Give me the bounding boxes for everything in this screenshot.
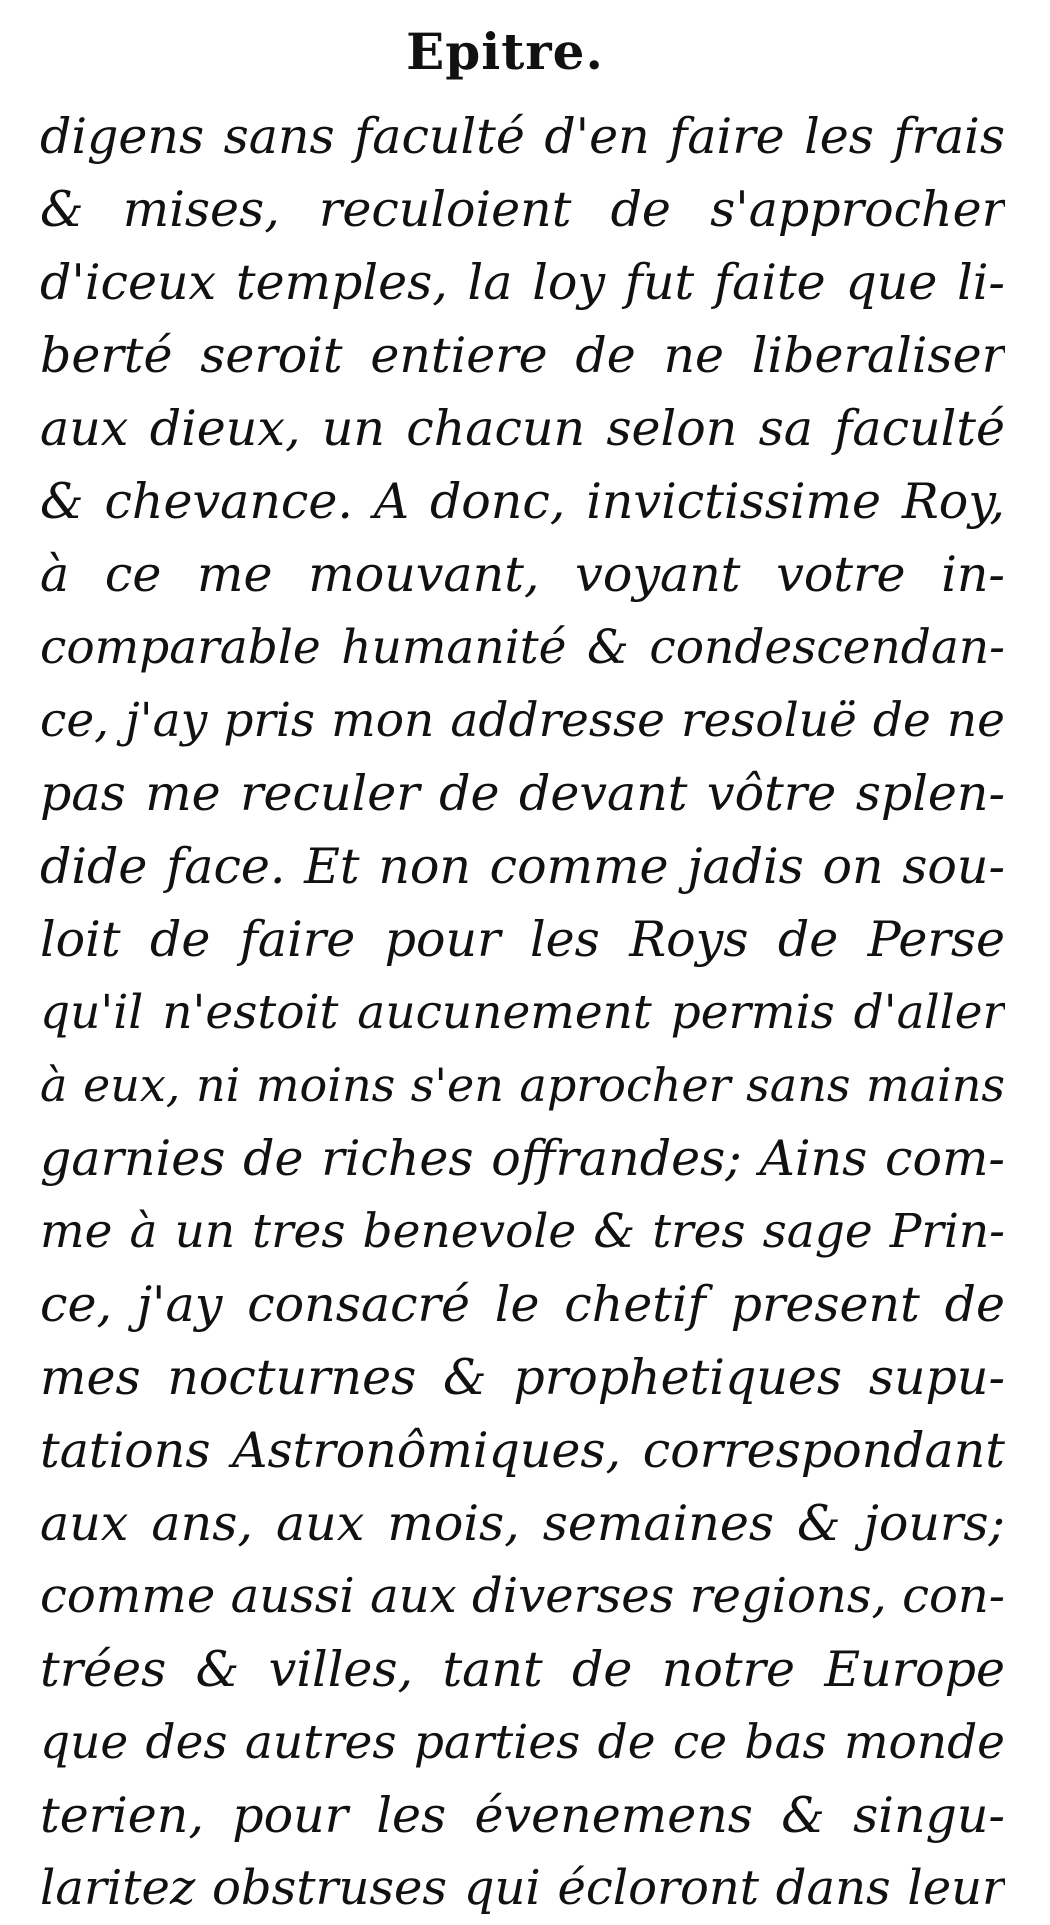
text-line: aux dieux, un chacun selon sa faculté bbox=[40, 400, 1005, 457]
page-body-text bbox=[40, 100, 1005, 1925]
text-line: mes nocturnes & prophetiques supu- bbox=[40, 1349, 1005, 1406]
text-line: à ce me mouvant, voyant votre in- bbox=[40, 546, 1005, 603]
text-line: aux ans, aux mois, semaines & jours; bbox=[40, 1495, 1005, 1552]
text-line: comme aussi aux diverses regions, con- bbox=[40, 1568, 1005, 1624]
text-line: ce, j'ay consacré le chetif present de bbox=[40, 1276, 1005, 1333]
text-line: & chevance. A donc, invictissime Roy, bbox=[40, 473, 1005, 530]
text-line: trées & villes, tant de notre Europe bbox=[40, 1641, 1005, 1698]
text-line: comparable humanité & condescendan- bbox=[40, 620, 1005, 675]
text-line: qu'il n'estoit aucunement permis d'aller bbox=[40, 985, 1005, 1040]
text-line: à eux, ni moins s'en aprocher sans mains bbox=[40, 1058, 1005, 1112]
text-line: & mises, reculoient de s'approcher bbox=[40, 181, 1005, 238]
text-line: dide face. Et non comme jadis on sou- bbox=[40, 838, 1005, 895]
page-header: Epitre. bbox=[406, 22, 604, 81]
text-line: pas me reculer de devant vôtre splen- bbox=[40, 765, 1005, 822]
text-line: berté seroit entiere de ne liberaliser bbox=[40, 327, 1005, 384]
text-line: ce, j'ay pris mon addresse resoluë de ne bbox=[40, 693, 1005, 748]
text-line: que des autres parties de ce bas monde bbox=[40, 1715, 1005, 1770]
text-line: garnies de riches offrandes; Ains com- bbox=[40, 1130, 1005, 1187]
text-line: terien, pour les évenemens & singu- bbox=[40, 1787, 1005, 1844]
text-line: d'iceux temples, la loy fut faite que li- bbox=[40, 254, 1005, 311]
text-line: me à un tres benevole & tres sage Prin- bbox=[40, 1204, 1005, 1259]
text-line: digens sans faculté d'en faire les frais bbox=[40, 108, 1005, 165]
text-line: tations Astronômiques, correspondant bbox=[40, 1422, 1005, 1479]
text-line: laritez obstruses qui écloront dans leur bbox=[40, 1860, 1005, 1916]
text-line: loit de faire pour les Roys de Perse bbox=[40, 911, 1005, 968]
